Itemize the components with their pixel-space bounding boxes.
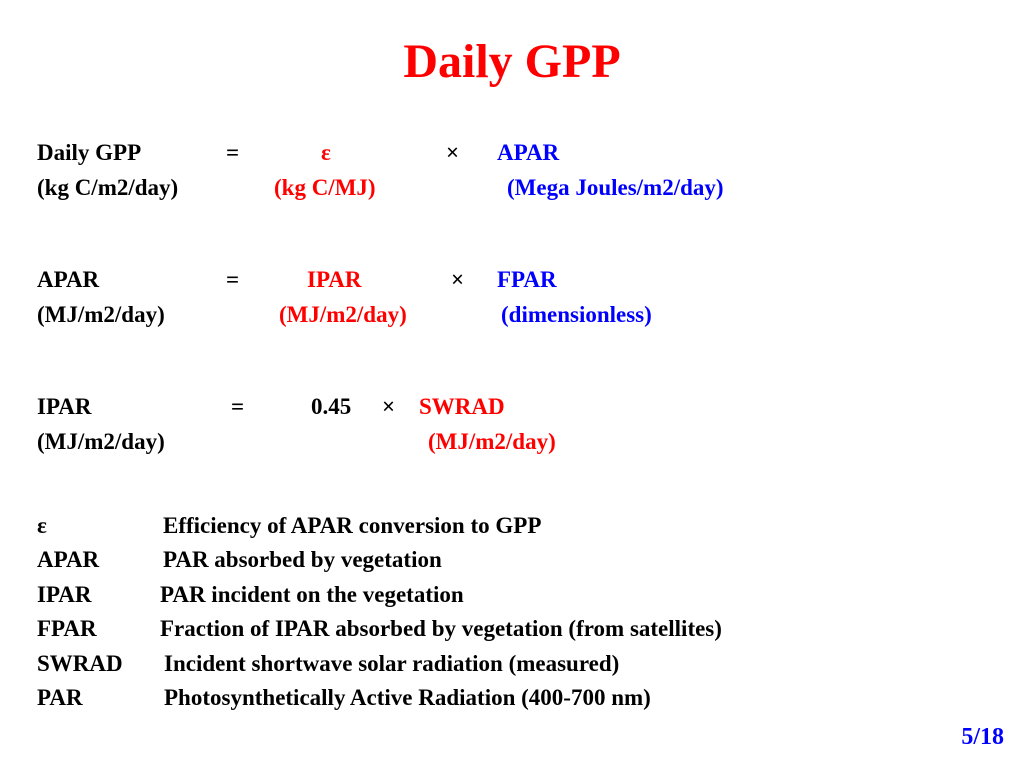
- def-symbol-par: PAR: [37, 685, 83, 710]
- eq2-term1: IPAR: [307, 267, 362, 292]
- eq2-lhs: APAR: [37, 267, 100, 292]
- eq3-term2: SWRAD: [419, 394, 505, 419]
- def-text-apar: PAR absorbed by vegetation: [163, 547, 442, 572]
- eq2-term2: FPAR: [497, 267, 557, 292]
- def-symbol-epsilon: ε: [37, 513, 47, 538]
- eq1-lhs: Daily GPP: [37, 140, 142, 165]
- eq1-lhs-unit: (kg C/m2/day): [37, 175, 179, 200]
- def-text-fpar: Fraction of IPAR absorbed by vegetation (from satellites): [160, 616, 722, 641]
- eq2-times: ×: [451, 267, 465, 292]
- eq2-term1-unit: (MJ/m2/day): [279, 302, 407, 327]
- eq3-term1: 0.45: [311, 394, 352, 419]
- eq1-equals: =: [226, 140, 240, 165]
- eq3-times: ×: [382, 394, 396, 419]
- eq1-term1-unit: (kg C/MJ): [274, 175, 376, 200]
- def-symbol-fpar: FPAR: [37, 616, 97, 641]
- eq2-lhs-unit: (MJ/m2/day): [37, 302, 165, 327]
- eq2-term2-unit: (dimensionless): [501, 302, 652, 327]
- eq3-equals: =: [231, 394, 245, 419]
- eq3-lhs: IPAR: [37, 394, 92, 419]
- def-text-ipar: PAR incident on the vegetation: [160, 582, 464, 607]
- def-symbol-swrad: SWRAD: [37, 651, 123, 676]
- eq1-term2-unit: (Mega Joules/m2/day): [507, 175, 724, 200]
- eq1-term1: ε: [321, 140, 331, 165]
- def-text-par: Photosynthetically Active Radiation (400-700 nm): [164, 685, 651, 710]
- eq1-term2: APAR: [497, 140, 560, 165]
- page-number: 5/18: [961, 724, 1004, 750]
- def-symbol-ipar: IPAR: [37, 582, 92, 607]
- eq3-lhs-unit: (MJ/m2/day): [37, 429, 165, 454]
- eq2-equals: =: [226, 267, 240, 292]
- def-text-epsilon: Efficiency of APAR conversion to GPP: [163, 513, 542, 538]
- eq3-term2-unit: (MJ/m2/day): [428, 429, 556, 454]
- def-symbol-apar: APAR: [37, 547, 100, 572]
- slide-title: Daily GPP: [403, 35, 621, 88]
- eq1-times: ×: [446, 140, 460, 165]
- def-text-swrad: Incident shortwave solar radiation (measured): [164, 651, 620, 676]
